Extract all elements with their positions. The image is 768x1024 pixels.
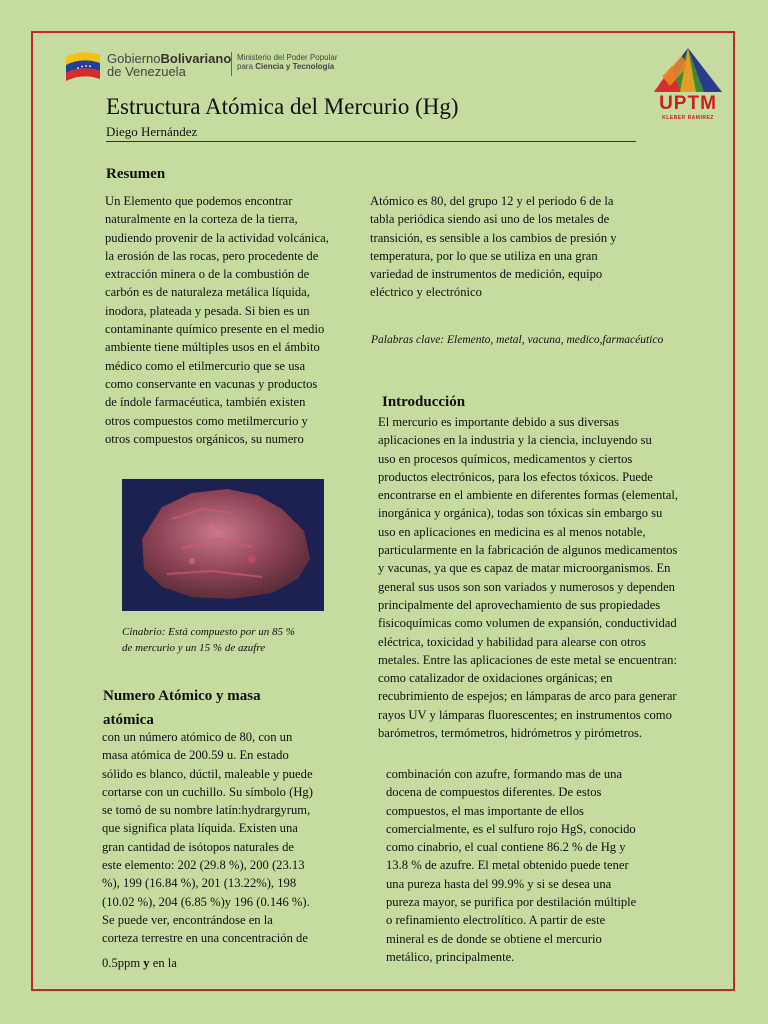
text-line: ambiente tiene múltiples usos en el ámbito [105,340,320,355]
text-line: fisicoquímicas como volumen de expansión, conductividad [378,616,677,631]
text-line: aplicaciones en la industria y la ciencia, incluyendo su [378,433,652,448]
uptm-triangle-icon [652,46,724,96]
text-line: Atómico es 80, del grupo 12 y el periodo 6 de la [370,194,614,208]
resumen-heading: Resumen [106,166,166,182]
numero-atomico-body [102,728,364,972]
text-line: Se puede ver, encontrándose en la [102,912,273,927]
gobierno-bolivariano-logo [64,44,354,84]
text-line: 13.8 % de azufre. El metal obtenido puede tener [386,858,629,873]
author-underline [106,141,636,142]
text-line: corteza terrestre en una concentración de [102,931,308,946]
introduccion-body [378,413,718,742]
text-line: de índole farmacéutica, también existen [105,395,306,410]
heading-line: Numero Atómico y masa [103,688,261,704]
text-line: con un número atómico de 80, con un [102,730,293,744]
gov-line-venezuela: de Venezuela [107,64,186,79]
text-line: metálico, principalmente. [386,949,515,964]
figure-caption [122,624,332,656]
text-line: recubrimiento de espejos; en lámparas de arco para generar [378,689,677,704]
text-line: una pureza hasta del 99.9% y si se desea una [386,876,612,891]
text-line: cortarse con un cuchillo. Su símbolo (Hg) [102,784,313,799]
text-line: uso en procesos químicos, medicamentos y ciertos [378,451,633,466]
resumen-body [105,192,365,448]
text-line: barómetros, termómetros, hidrómetros y pirómetros. [378,726,643,741]
text-line: mineral es de donde se obtiene el mercurio [386,931,602,946]
text-line: pureza mayor, se purifica por destilación múltiple [386,895,637,910]
introduccion-heading: Introducción [382,394,466,410]
text-line: particularmente en la fabricación de algunos medicamentos [378,543,678,558]
text-line: contaminante químico presente en el medio [105,322,325,337]
text-line: como conservante en vacunas y productos [105,376,318,391]
text-line [102,954,364,972]
text-fragment-bold: y [143,955,150,970]
text-line: %), 199 (16.84 %), 201 (13.22%), 198 [102,876,297,891]
heading-line: atómica [103,712,154,728]
text-fragment: en la [149,955,177,970]
text-line: extracción minera o de la combustión de [105,267,310,282]
text-line: compuestos, el mas importante de ellos [386,803,584,818]
text-line: este elemento: 202 (29.8 %), 200 (23.13 [102,858,305,873]
text-line: otros compuestos orgánicos, su numero [105,431,304,446]
text-line: comercialmente, es el sulfuro rojo HgS, conocido [386,821,636,836]
text-line: uso en aplicaciones en medicina es al menos notable, [378,524,646,539]
text-line: pudiendo provenir de la actividad volcánica, [105,230,329,245]
text-line: y vacunas, ya que es capaz de matar microorganismos. En [378,561,671,576]
numero-atomico-heading [103,684,261,732]
text-line: productos electrónicos, para los efectos tóxicos. Puede [378,469,653,484]
text-line: El mercurio es importante debido a sus diversas [378,415,619,429]
text-line: encontrarse en el ambiente en diferentes formas (elemental, [378,488,679,503]
text-line: inorgánica y orgánica), todas son tóxicas sin embargo su [378,506,663,521]
uptm-logo [648,46,728,124]
text-line: se tomó de su nombre latín:hydrargyrum, [102,803,311,818]
text-line: sólido es blanco, dúctil, maleable y puede [102,766,313,781]
text-line: carbón es de naturaleza metálica líquida, [105,285,310,300]
text-line: temperatura, por lo que se utiliza en una gran [370,248,598,263]
text-line: o refinamiento electrolítico. A partir de este [386,913,606,928]
text-line: que significa plata líquida. Existen una [102,821,298,836]
combinacion-body [386,765,706,966]
gov-word-gobierno: Gobierno [107,51,161,66]
text-line: Un Elemento que podemos encontrar [105,194,293,208]
text-line: masa atómica de 200.59 u. En estado [102,748,289,763]
text-line: la erosión de las rocas, pero procedente de [105,248,319,263]
text-line: inodora, plateada y pesada. Si bien es un [105,303,310,318]
text-line: otros compuestos como metilmercurio y [105,413,308,428]
caption-line: Cinabrio: Está compuesto por un 85 % [122,626,295,638]
article-title: Estructura Atómica del Mercurio (Hg) [106,94,459,119]
text-line: médico como el etilmercurio que se usa [105,358,306,373]
text-line: rayos UV y lámparas fluorescentes; en instrumentos como [378,707,672,722]
text-line: variedad de instrumentos de medición, equipo [370,267,603,282]
text-line: (10.02 %), 204 (6.85 %)y 196 (0.146 %). [102,894,310,909]
text-line: naturalmente en la corteza de la tierra, [105,212,298,227]
ministry-line-1: Ministerio del Poder Popular [237,53,338,62]
text-line: gran cantidad de isótopos naturales de [102,839,294,854]
ministry-line-2: Ciencia y Tecnología [255,62,335,71]
text-line: eléctrico y electrónico [370,285,482,300]
uptm-subtext: KLEBER RAMIREZ [662,115,714,121]
venezuela-flag-icon [64,47,104,81]
keywords: Palabras clave: Elemento, metal, vacuna, medico,farmacéutico [371,334,664,346]
text-line: como catalizador de oxidaciones orgánicas; en [378,671,613,686]
text-fragment: 0.5ppm [102,955,144,970]
text-line: combinación con azufre, formando mas de una [386,767,623,781]
text-line: general sus usos son son variados y numerosos y dependen [378,579,675,594]
text-line: principalmente del aprovechamiento de sus propiedades [378,597,661,612]
author-name: Diego Hernández [106,124,198,139]
text-line: transición, es sensible a los cambios de presión y [370,230,617,245]
text-line: docena de compuestos diferentes. De estos [386,785,602,800]
resumen-continuation [370,192,690,302]
text-line: metales. Entre las aplicaciones de este metal se encuentran: [378,652,677,667]
logo-divider [231,52,232,76]
ministry-word-para: para [237,62,254,71]
uptm-acronym: UPTM [659,93,717,114]
gov-word-bolivariano: Bolivariano [160,51,232,66]
cinnabar-photo [122,479,324,611]
text-line: eléctrica, toxicidad y habilidad para alearse con otros [378,634,646,649]
text-line: tabla periódica siendo asi uno de los metales de [370,212,610,227]
text-line: como cinabrio, el cual contiene 86.2 % de Hg y [386,840,626,855]
caption-line: de mercurio y un 15 % de azufre [122,642,266,654]
